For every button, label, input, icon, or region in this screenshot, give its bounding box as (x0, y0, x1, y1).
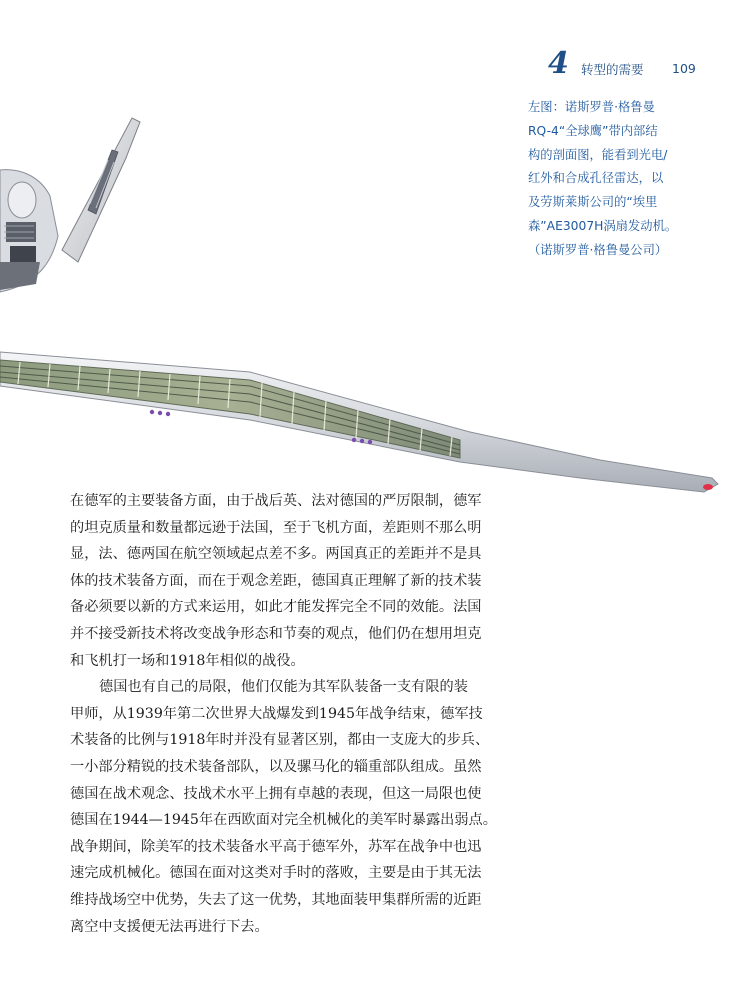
caption-line: 森”AE3007H涡扇发动机。 (528, 218, 678, 233)
caption-line: 及劳斯莱斯公司的“埃里 (528, 195, 658, 210)
text-line: 在德军的主要装备方面，由于战后英、法对德国的严厉限制，德军 (70, 493, 482, 509)
caption-line: 红外和合成孔径雷达，以 (528, 171, 664, 186)
chapter-title: 转型的需要 (581, 62, 644, 77)
text-line: 德国在1944—1945年在西欧面对完全机械化的美军时暴露出弱点。 (70, 812, 497, 829)
tail-fin (62, 118, 140, 262)
figure-caption (528, 96, 693, 263)
chapter-number: 4 (548, 46, 569, 81)
text-line: 显，法、德两国在航空领域起点差不多。两国真正的差距并不是具 (70, 546, 482, 563)
page-number: 109 (672, 61, 696, 76)
caption-line: 构的剖面图，能看到光电/ (528, 147, 668, 162)
text-line: 速完成机械化。德国在面对这类对手时的落败，主要是由于其无法 (70, 865, 482, 882)
paragraph-1 (70, 488, 530, 674)
text-line: 术装备的比例与1918年时并没有显著区别，都由一支庞大的步兵、 (70, 732, 490, 749)
text-line: 维持战场空中优势，失去了这一优势，其地面装甲集群所需的近距 (70, 891, 482, 908)
wing-cutaway (0, 352, 718, 492)
text-line: 战争期间，除美军的技术装备水平高于德军外，苏军在战争中也迅 (70, 838, 482, 855)
text-line: 德国在战术观念、技战术水平上拥有卓越的表现，但这一局限也使 (70, 785, 482, 802)
text-line: 和飞机打一场和1918年相似的战役。 (70, 652, 305, 669)
text-line: 甲师，从1939年第二次世界大战爆发到1945年战争结束，德军技 (70, 705, 483, 722)
caption-line: 左图：诺斯罗普·格鲁曼 (528, 100, 655, 114)
text-line: 德国也有自己的局限，他们仅能为其军队装备一支有限的装 (99, 679, 468, 696)
caption-line: RQ-4“全球鹰”带内部结 (528, 123, 658, 138)
text-line: 并不接受新技术将改变战争形态和节奏的观点，他们仍在想用坦克 (70, 625, 482, 642)
text-line: 体的技术装备方面，而在于观念差距，德国真正理解了新的技术装 (70, 572, 482, 589)
paragraph-2 (70, 674, 530, 940)
text-line: 备必须要以新的方式来运用，如此才能发挥完全不同的效能。法国 (70, 599, 482, 616)
caption-line: （诺斯罗普·格鲁曼公司） (528, 242, 668, 257)
text-line: 离空中支援便无法再进行下去。 (70, 918, 269, 935)
body-text (70, 488, 530, 940)
text-line: 一小部分精锐的技术装备部队，以及骡马化的辎重部队组成。虽然 (70, 758, 482, 775)
page-header (548, 46, 708, 82)
engine-section (0, 170, 58, 292)
text-line: 的坦克质量和数量都远逊于法国，至于飞机方面，差距则不那么明 (70, 519, 482, 536)
